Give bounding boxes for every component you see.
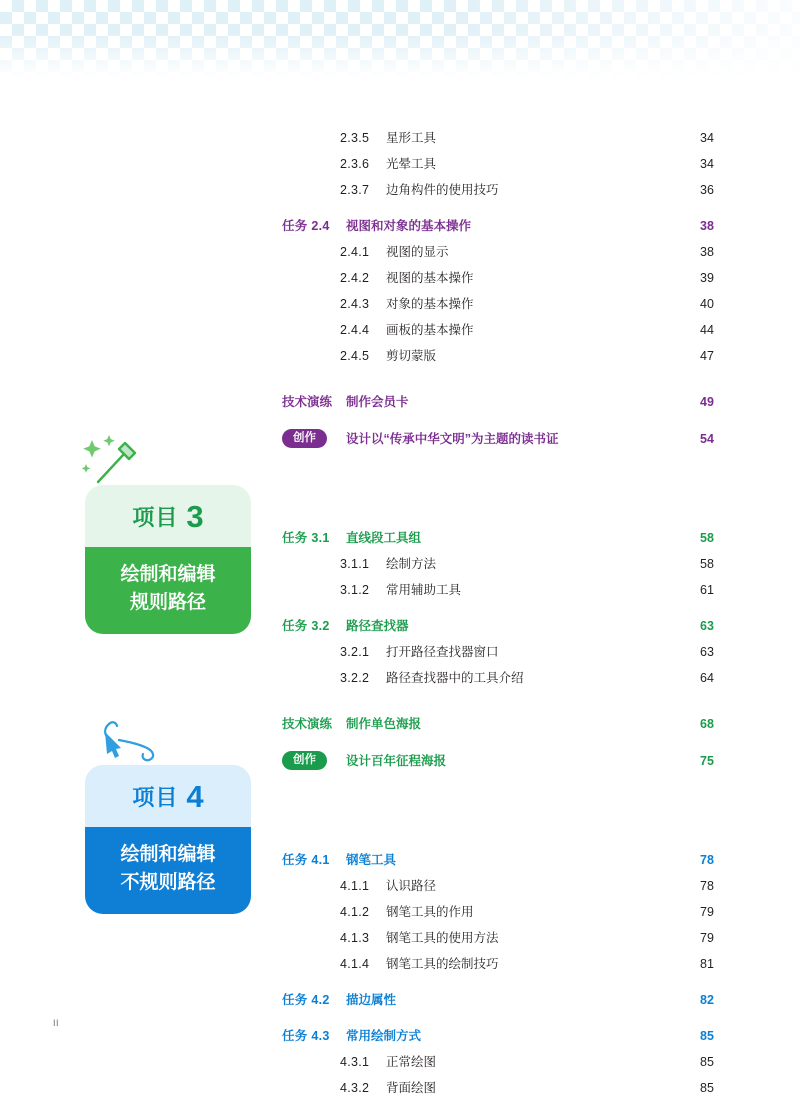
toc-task-2-4[interactable]	[0, 213, 800, 239]
toc-entry[interactable]	[0, 317, 800, 343]
toc-task-4-2[interactable]	[0, 987, 800, 1013]
toc-entry-page: 81	[700, 957, 714, 971]
toc-entry-number: 2.3.7	[340, 183, 370, 197]
toc-entry[interactable]	[0, 1075, 800, 1101]
toc-entry[interactable]	[0, 925, 800, 951]
creation-badge: 创作	[282, 429, 327, 448]
project-badge-3-body	[85, 547, 251, 634]
toc-creation-title: 设计以“传承中华文明”为主题的读书证	[346, 432, 559, 446]
toc-task-number: 任务 3.1	[282, 531, 330, 545]
toc-entry-number: 4.3.1	[340, 1055, 370, 1069]
toc-task-title: 钢笔工具	[346, 853, 397, 867]
toc-entry-title: 视图的显示	[386, 245, 449, 259]
toc-task-page: 58	[700, 531, 714, 545]
toc-entry-title: 钢笔工具的绘制技巧	[386, 957, 499, 971]
project-badge-4-header	[85, 765, 251, 827]
project-badge-4-body	[85, 827, 251, 914]
toc-creation-page: 54	[700, 432, 714, 446]
magic-wand-sparkle-icon	[78, 432, 146, 493]
toc-practice-page: 49	[700, 395, 714, 409]
project-badge-3	[85, 485, 251, 634]
toc-task-page: 82	[700, 993, 714, 1007]
toc-entry-page: 63	[700, 645, 714, 659]
toc-entry-title: 星形工具	[386, 131, 437, 145]
toc-entry-number: 4.1.3	[340, 931, 370, 945]
toc-entry-title: 正常绘图	[386, 1055, 437, 1069]
spacer	[0, 415, 800, 425]
toc-entry-title: 对象的基本操作	[386, 297, 474, 311]
toc-practice-page: 68	[700, 717, 714, 731]
toc-entry[interactable]	[0, 151, 800, 177]
toc-entry-page: 34	[700, 157, 714, 171]
toc-task-title: 直线段工具组	[346, 531, 422, 545]
toc-entry-title: 打开路径查找器窗口	[386, 645, 499, 659]
toc-entry-page: 64	[700, 671, 714, 685]
toc-entry-number: 2.4.1	[340, 245, 370, 259]
toc-entry-number: 2.4.3	[340, 297, 370, 311]
toc-task-4-3[interactable]	[0, 1023, 800, 1049]
toc-entry-title: 剪切蒙版	[386, 349, 437, 363]
toc-entry-title: 背面绘图	[386, 1081, 437, 1095]
toc-entry[interactable]	[0, 951, 800, 977]
toc-entry-number: 3.2.1	[340, 645, 370, 659]
project-title-line1: 绘制和编辑	[120, 564, 216, 585]
project-title-line2: 不规则路径	[120, 871, 216, 893]
spacer	[0, 369, 800, 389]
toc-entry-page: 34	[700, 131, 714, 145]
toc-task-title: 视图和对象的基本操作	[346, 219, 472, 233]
toc-task-page: 38	[700, 219, 714, 233]
toc-entry[interactable]	[0, 343, 800, 369]
toc-entry-page: 39	[700, 271, 714, 285]
toc-task-number: 任务 2.4	[282, 219, 330, 233]
project-label: 项目	[132, 784, 179, 810]
project-title-line2: 规则路径	[129, 591, 206, 613]
spacer	[0, 203, 800, 213]
toc-entry-page: 85	[700, 1081, 714, 1095]
toc-entry-page: 36	[700, 183, 714, 197]
toc-entry-title: 绘制方法	[386, 557, 437, 571]
checker-fade-overlay-right	[0, 0, 800, 78]
toc-task-number: 任务 4.1	[282, 853, 330, 867]
toc-practice-label: 技术演练	[282, 717, 333, 731]
toc-task-number: 任务 4.3	[282, 1029, 330, 1043]
toc-entry-page: 58	[700, 557, 714, 571]
toc-entry-number: 4.3.2	[340, 1081, 370, 1095]
toc-entry-page: 79	[700, 905, 714, 919]
toc-practice-title: 制作会员卡	[346, 395, 409, 409]
toc-entry-page: 44	[700, 323, 714, 337]
toc-entry-title: 钢笔工具的使用方法	[386, 931, 499, 945]
project-badge-3-header	[85, 485, 251, 547]
toc-entry-title: 视图的基本操作	[386, 271, 474, 285]
toc-entry-title: 钢笔工具的作用	[386, 905, 474, 919]
toc-entry[interactable]	[0, 1049, 800, 1075]
toc-entry[interactable]	[0, 291, 800, 317]
toc-practice-2[interactable]	[0, 389, 800, 415]
mouse-cursor-pen-icon	[95, 718, 165, 773]
toc-task-number: 任务 3.2	[282, 619, 330, 633]
project-number: 4	[186, 778, 204, 814]
toc-entry[interactable]	[0, 639, 800, 665]
toc-entry-page: 78	[700, 879, 714, 893]
toc-entry-page: 47	[700, 349, 714, 363]
toc-entry-number: 2.4.5	[340, 349, 370, 363]
toc-creation-page: 75	[700, 754, 714, 768]
toc-entry-page: 79	[700, 931, 714, 945]
toc-entry-title: 路径查找器中的工具介绍	[386, 671, 524, 685]
toc-task-page: 78	[700, 853, 714, 867]
toc-entry-page: 61	[700, 583, 714, 597]
toc-entry-number: 2.4.4	[340, 323, 370, 337]
toc-entry-number: 3.2.2	[340, 671, 370, 685]
toc-entry[interactable]	[0, 665, 800, 691]
toc-entry-number: 3.1.1	[340, 557, 370, 571]
toc-entry-page: 40	[700, 297, 714, 311]
toc-entry-title: 边角构件的使用技巧	[386, 183, 499, 197]
toc-entry-title: 认识路径	[386, 879, 437, 893]
toc-entry-title: 常用辅助工具	[386, 583, 462, 597]
toc-practice-title: 制作单色海报	[346, 717, 422, 731]
toc-entry-number: 2.3.5	[340, 131, 370, 145]
spacer	[0, 691, 800, 711]
toc-entry-number: 4.1.1	[340, 879, 370, 893]
toc-task-page: 85	[700, 1029, 714, 1043]
toc-entry-page: 85	[700, 1055, 714, 1069]
toc-entry-number: 2.3.6	[340, 157, 370, 171]
toc-entry-page: 38	[700, 245, 714, 259]
toc-entry-number: 3.1.2	[340, 583, 370, 597]
toc-task-title: 常用绘制方式	[346, 1029, 422, 1043]
toc-entry[interactable]	[0, 239, 800, 265]
toc-entry[interactable]	[0, 177, 800, 203]
page-number: II	[53, 1018, 60, 1028]
creation-badge: 创作	[282, 751, 327, 770]
project-number: 3	[186, 498, 204, 534]
toc-task-title: 路径查找器	[346, 619, 409, 633]
toc-entry-title: 画板的基本操作	[386, 323, 474, 337]
project-title-line1: 绘制和编辑	[120, 844, 216, 865]
spacer	[0, 977, 800, 987]
toc-practice-label: 技术演练	[282, 395, 333, 409]
project-label: 项目	[132, 504, 179, 530]
toc-task-number: 任务 4.2	[282, 993, 330, 1007]
toc-entry-title: 光晕工具	[386, 157, 437, 171]
toc-task-title: 描边属性	[346, 993, 397, 1007]
project-badge-4	[85, 765, 251, 914]
toc-creation-title: 设计百年征程海报	[346, 754, 447, 768]
toc-entry-number: 4.1.2	[340, 905, 370, 919]
toc-entry[interactable]	[0, 265, 800, 291]
spacer	[0, 1013, 800, 1023]
toc-entry-number: 2.4.2	[340, 271, 370, 285]
toc-task-page: 63	[700, 619, 714, 633]
toc-entry-number: 4.1.4	[340, 957, 370, 971]
toc-entry[interactable]	[0, 125, 800, 151]
